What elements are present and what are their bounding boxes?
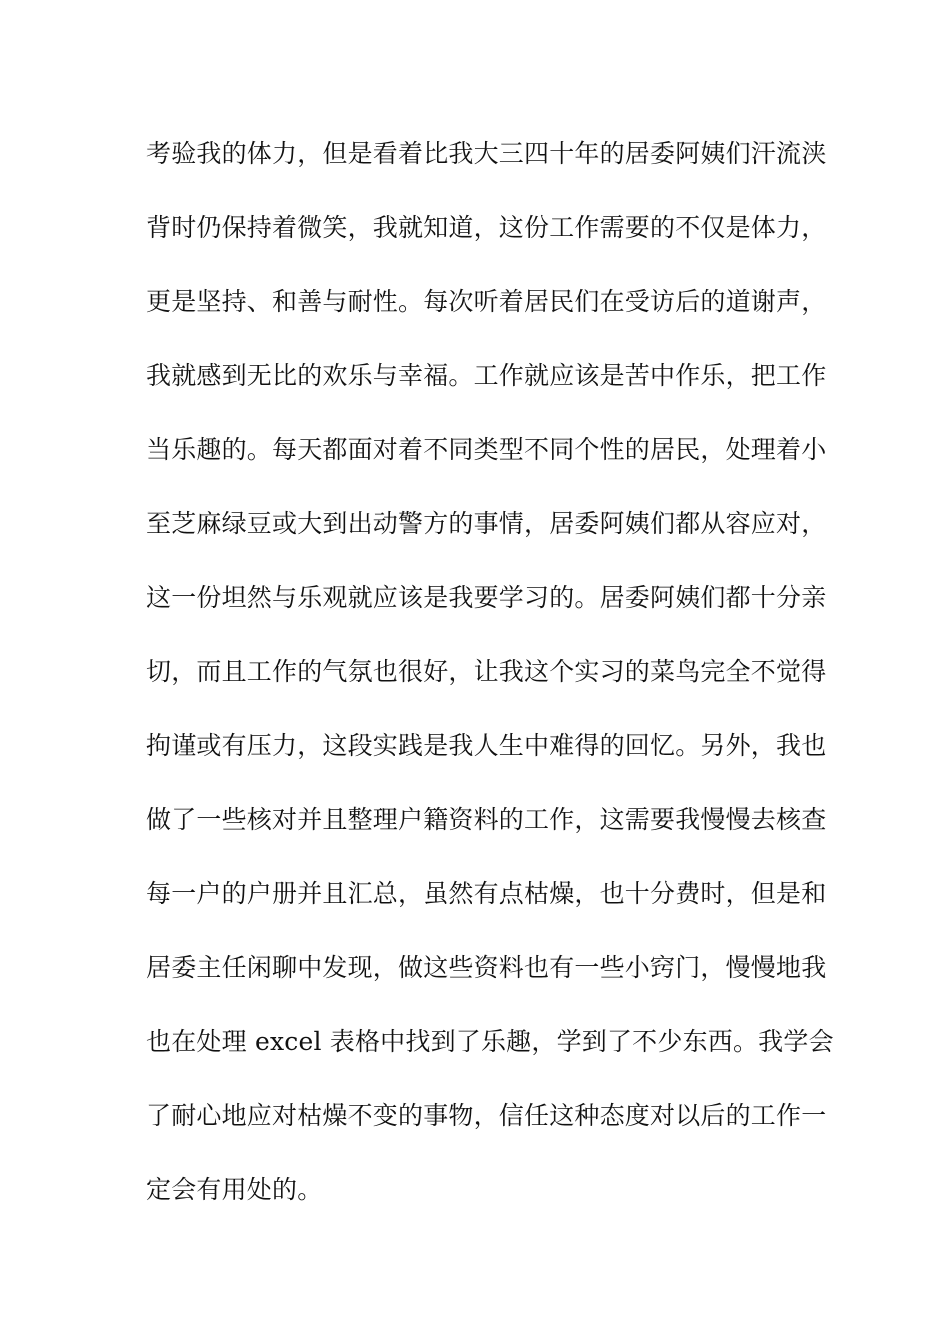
- text-line: 背时仍保持着微笑，我就知道，这份工作需要的不仅是体力，: [146, 213, 827, 242]
- text-line: 了耐心地应对枯燥不变的事物，信任这种态度对以后的工作一: [146, 1101, 827, 1130]
- text-line: 我就感到无比的欢乐与幸福。工作就应该是苦中作乐，把工作: [146, 361, 827, 390]
- text-line: 居委主任闲聊中发现，做这些资料也有一些小窍门，慢慢地我: [146, 953, 827, 982]
- text-line: 定会有用处的。: [146, 1175, 323, 1204]
- text-line: 切，而且工作的气氛也很好，让我这个实习的菜鸟完全不觉得: [146, 657, 827, 686]
- body-paragraph: [146, 131, 834, 1241]
- text-line: 做了一些核对并且整理户籍资料的工作，这需要我慢慢去核查: [146, 805, 827, 834]
- text-line: 每一户的户册并且汇总，虽然有点枯燥，也十分费时，但是和: [146, 879, 827, 908]
- text-line: 更是坚持、和善与耐性。每次听着居民们在受访后的道谢声，: [146, 287, 827, 316]
- text-line: 这一份坦然与乐观就应该是我要学习的。居委阿姨们都十分亲: [146, 583, 827, 612]
- text-line: 考验我的体力，但是看着比我大三四十年的居委阿姨们汗流浃: [146, 139, 827, 168]
- text-line: 至芝麻绿豆或大到出动警方的事情，居委阿姨们都从容应对，: [146, 509, 827, 538]
- text-line: 也在处理 excel 表格中找到了乐趣，学到了不少东西。我学会: [146, 1027, 834, 1056]
- text-line: 当乐趣的。每天都面对着不同类型不同个性的居民，处理着小: [146, 435, 827, 464]
- text-line: 拘谨或有压力，这段实践是我人生中难得的回忆。另外，我也: [146, 731, 827, 760]
